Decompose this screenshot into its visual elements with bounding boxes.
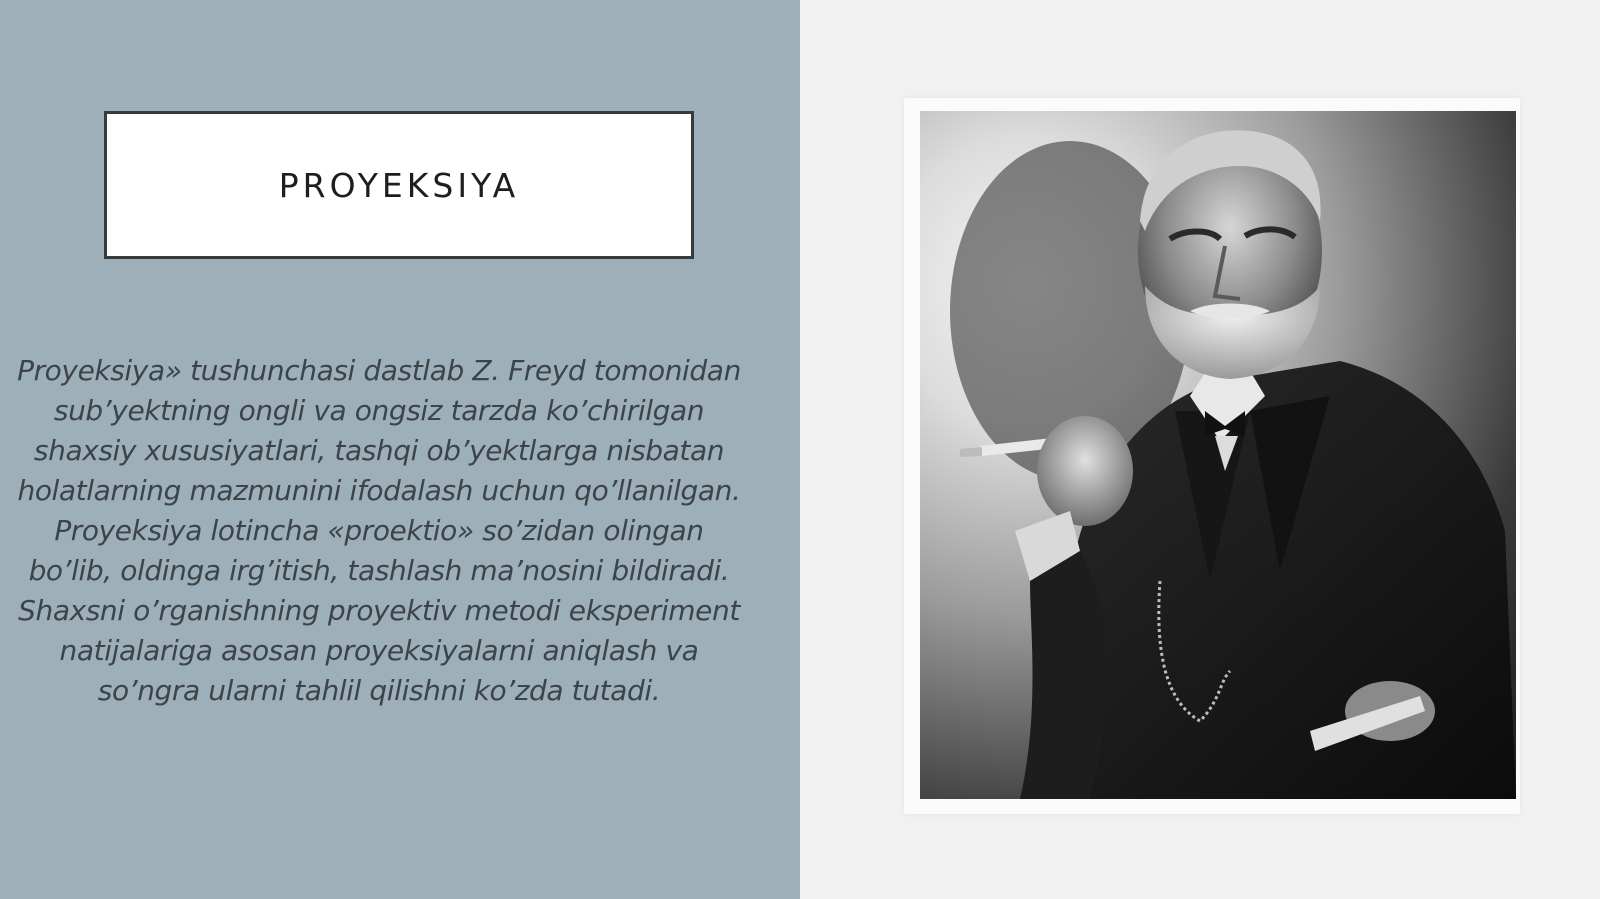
portrait-photo [920,111,1516,799]
slide-title: PROYEKSIYA [278,165,520,205]
slide-body-text: Proyeksiya» tushunchasi dastlab Z. Freyd tomonidan sub’yektning ongli va ongsiz tarzda ko’chirilgan shaxsiy xususiyatlari, tashqi ob’yektlarga nisbatan holatlarning mazmunini ifodalash uchun qo’llanilgan. Proyeksiya lotincha «proektio» so’zidan olingan bo’lib, oldinga irg’itish, tashlash ma’nosini bildiradi. Shaxsni o’rganishning proyektiv metodi eksperiment natijalariga asosan proyeksiyalarni aniqlash va so’ngra ularni tahlil qilishni ko’zda tutadi. [17,354,741,707]
portrait-photo-icon [920,111,1516,799]
title-box [104,111,694,259]
